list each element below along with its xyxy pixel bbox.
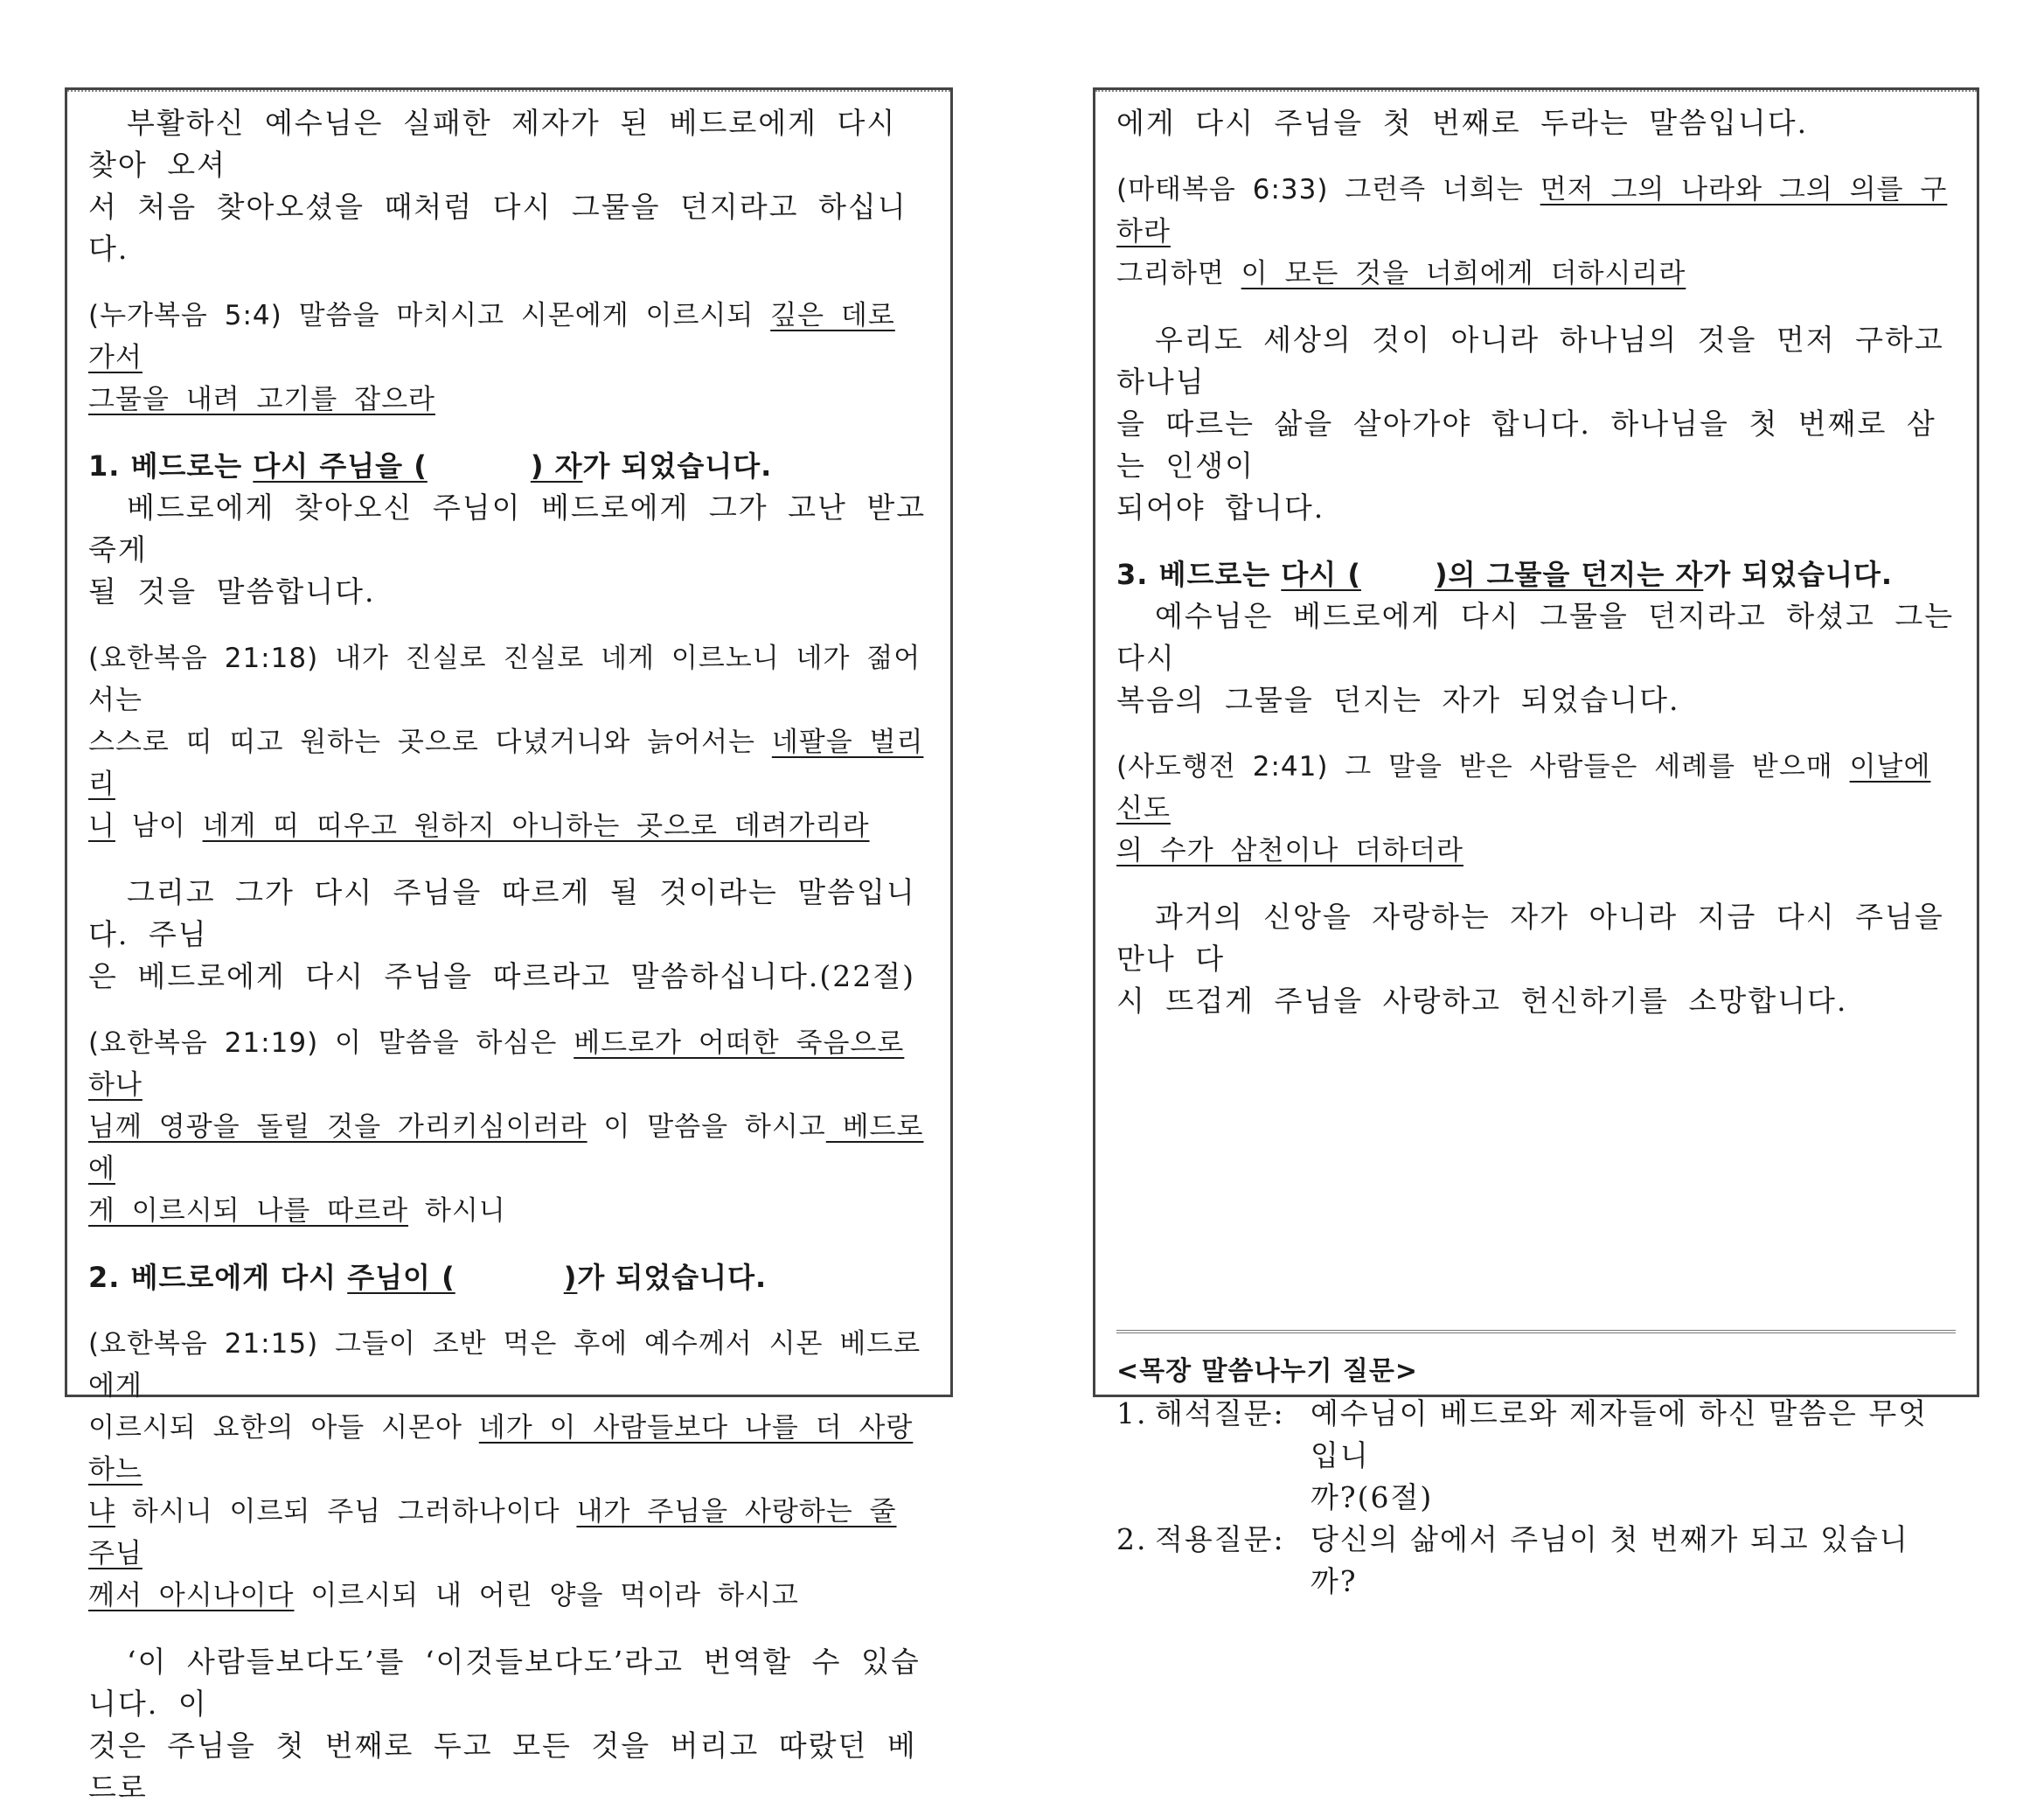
section-divider [1116,1330,1956,1333]
question-1-label: 해석질문: [1155,1396,1285,1430]
heading-3-body-2: 복음의 그물을 던지는 자가 되었습니다. [1116,683,1680,717]
question-1-text: 예수님이 베드로와 제자들에 하신 말씀은 무엇입니 [1311,1396,1929,1472]
questions-title: <목장 말씀나누기 질문> [1116,1356,1418,1387]
right-para-1-line-1: 우리도 세상의 것이 아니라 하나님의 것을 먼저 구하고 하나님 [1116,323,1944,399]
acts-2-41-line-1: (사도행전 2:41) 그 말을 받은 사람들은 세례를 받으매 이날에 신도 [1116,751,1931,824]
john-21-18-line-2: 스스로 띠 띠고 원하는 곳으로 다녔거니와 늙어서는 네팔을 벌리리 [88,727,924,800]
matthew-6-33-line-2: 그리하면 이 모든 것을 너희에게 더하시리라 [1116,258,1686,289]
question-2-label: 적용질문: [1155,1522,1285,1556]
john-21-19-line-3: 게 이르시되 나를 따르라 하시니 [88,1195,506,1227]
heading-2: 2. 베드로에게 다시 주님이 ( )가 되었습니다. [88,1261,768,1294]
right-page [1093,87,1979,1598]
matthew-6-33-line-1: (마태복음 6:33) 그런즉 너희는 먼저 그의 나라와 그의 의를 구하라 [1116,174,1948,247]
question-2-number: 2. [1116,1522,1148,1556]
heading-3-body-1: 예수님은 베드로에게 다시 그물을 던지라고 하셨고 그는 다시 [1116,599,1955,675]
para-3-line-2: 것은 주님을 첫 번째로 두고 모든 것을 버리고 따랐던 베드로 [88,1729,917,1805]
para-3-line-1: ‘이 사람들보다도’를 ‘이것들보다도’라고 번역할 수 있습니다. 이 [88,1645,921,1721]
john-21-15-line-1: (요한복음 21:15) 그들이 조반 먹은 후에 예수께서 시몬 베드로에게 [88,1328,921,1402]
john-21-19-line-2: 님께 영광을 돌릴 것을 가리키심이러라 이 말씀을 하시고 베드로에 [88,1111,924,1185]
question-2-text: 당신의 삶에서 주님이 첫 번째가 되고 있습니까? [1311,1522,1909,1598]
question-1 [1116,1393,1956,1519]
question-1-text-2: 까?(6절) [1311,1480,1434,1514]
john-21-15-line-3: 냐 하시니 이르되 주님 그러하나이다 내가 주님을 사랑하는 줄 주님 [88,1496,897,1569]
question-2 [1116,1519,1956,1603]
heading-1-body-1: 베드로에게 찾아오신 주님이 베드로에게 그가 고난 받고 죽게 [88,491,927,567]
luke-verse-line-1: (누가복음 5:4) 말씀을 마치시고 시몬에게 이르시되 깊은 데로 가서 [88,300,895,373]
question-1-number: 1. [1116,1396,1148,1430]
right-para-1-line-3: 되어야 합니다. [1116,491,1325,525]
luke-verse-line-2: 그물을 내려 고기를 잡으라 [88,384,435,415]
left-page [65,87,953,1805]
right-para-2-line-2: 시 뜨겁게 주님을 사랑하고 헌신하기를 소망합니다. [1116,984,1848,1018]
intro-line-1: 부활하신 예수님은 실패한 제자가 된 베드로에게 다시 찾아 오셔 [88,106,897,182]
para-2-line-1: 그리고 그가 다시 주님을 따르게 될 것이라는 말씀입니다. 주님 [88,875,916,951]
john-21-19-line-1: (요한복음 21:19) 이 말씀을 하심은 베드로가 어떠한 죽음으로 하나 [88,1027,905,1101]
continued-line: 에게 다시 주님을 첫 번째로 두라는 말씀입니다. [1116,106,1809,140]
right-para-1-line-2: 을 따르는 삶을 살아가야 합니다. 하나님을 첫 번째로 삼는 인생이 [1116,407,1936,483]
heading-1-body-2: 될 것을 말씀합니다. [88,574,376,609]
intro-line-2: 서 처음 찾아오셨을 때처럼 다시 그물을 던지라고 하십니다. [88,190,907,266]
heading-3: 3. 베드로는 다시 ( )의 그물을 던지는 자가 되었습니다. [1116,558,1894,591]
right-para-2-line-1: 과거의 신앙을 자랑하는 자가 아니라 지금 다시 주님을 만나 다 [1116,900,1944,976]
para-2-line-2: 은 베드로에게 다시 주님을 따르라고 말씀하십니다.(22절) [88,959,915,993]
john-21-18-line-1: (요한복음 21:18) 내가 진실로 진실로 네게 이르노니 네가 젊어서는 [88,643,921,716]
heading-1: 1. 베드로는 다시 주님을 ( ) 자가 되었습니다. [88,449,773,483]
john-21-15-line-4: 께서 아시나이다 이르시되 내 어린 양을 먹이라 하시고 [88,1580,799,1611]
john-21-18-line-3: 니 남이 네게 띠 띠우고 원하지 아니하는 곳으로 데려가리라 [88,811,870,842]
acts-2-41-line-2: 의 수가 삼천이나 더하더라 [1116,835,1463,866]
john-21-15-line-2: 이르시되 요한의 아들 시몬아 네가 이 사람들보다 나를 더 사랑하느 [88,1412,914,1485]
